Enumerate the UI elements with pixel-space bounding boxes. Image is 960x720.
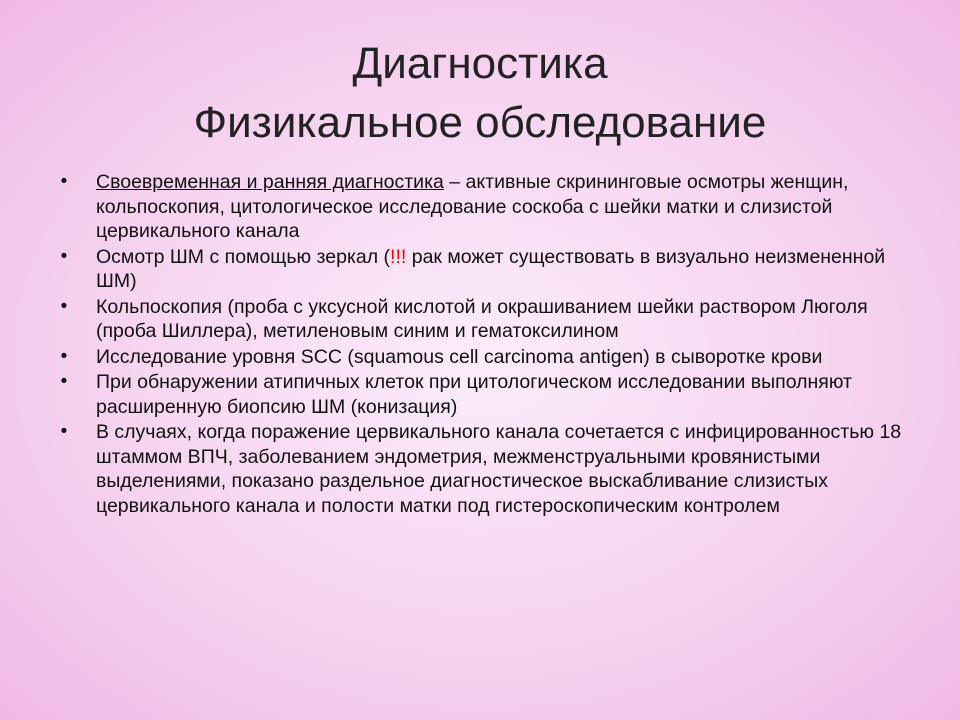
title-line-2: Физикальное обследование	[193, 98, 767, 147]
bullet-marker: •	[60, 245, 68, 267]
bullet-1-underlined-term: Своевременная и ранняя диагностика	[96, 171, 444, 193]
bullet-item-5	[54, 370, 914, 419]
bullet-item-6	[54, 420, 914, 518]
bullet-2-exclamation-highlight: !!!	[390, 245, 407, 268]
bullet-marker: •	[60, 421, 68, 442]
bullet-item-3	[54, 295, 914, 344]
bullet-2-text-before: Осмотр ШМ с помощью зеркал (	[96, 245, 391, 268]
bullet-2-text-after: рак может существовать в визуально неизмененной ШМ)	[96, 245, 886, 292]
bullet-6-text: В случаях, когда поражение цервикального канала сочетается с инфицированностью 18 штаммом ВПЧ, заболеванием эндометрия, межменструальными кровянистыми выделениями, показано раздельное диагностическое выскабливание слизистых цервикального канала и полости матки под гистероскопическим контролем	[96, 421, 902, 517]
slide-title	[0, 34, 960, 152]
title-line-1: Диагностика	[352, 39, 608, 88]
bullet-item-4	[54, 345, 914, 370]
bullet-marker: •	[60, 171, 68, 192]
bullet-marker: •	[60, 371, 68, 392]
bullet-5-text: При обнаружении атипичных клеток при цитологическом исследовании выполняют расширенную биопсию ШМ (конизация)	[96, 371, 852, 418]
bullet-marker: •	[60, 295, 68, 317]
bullet-3-text: Кольпоскопия (проба с уксусной кислотой и окрашиванием шейки раствором Люголя (проба Шиллера), метиленовым синим и гематоксилином	[96, 295, 868, 342]
bullet-item-2	[54, 245, 914, 294]
bullet-1-text: – активные скрининговые осмотры женщин, кольпоскопия, цитологическое исследование соскоба с шейки матки и слизистой цервикального канала	[96, 171, 849, 242]
bullet-marker: •	[60, 345, 68, 367]
bullet-list	[54, 170, 914, 519]
bullet-4-text: Исследование уровня SCC (squamous cell carcinoma antigen) в сыворотке крови	[96, 345, 823, 368]
bullet-item-1	[54, 170, 914, 244]
